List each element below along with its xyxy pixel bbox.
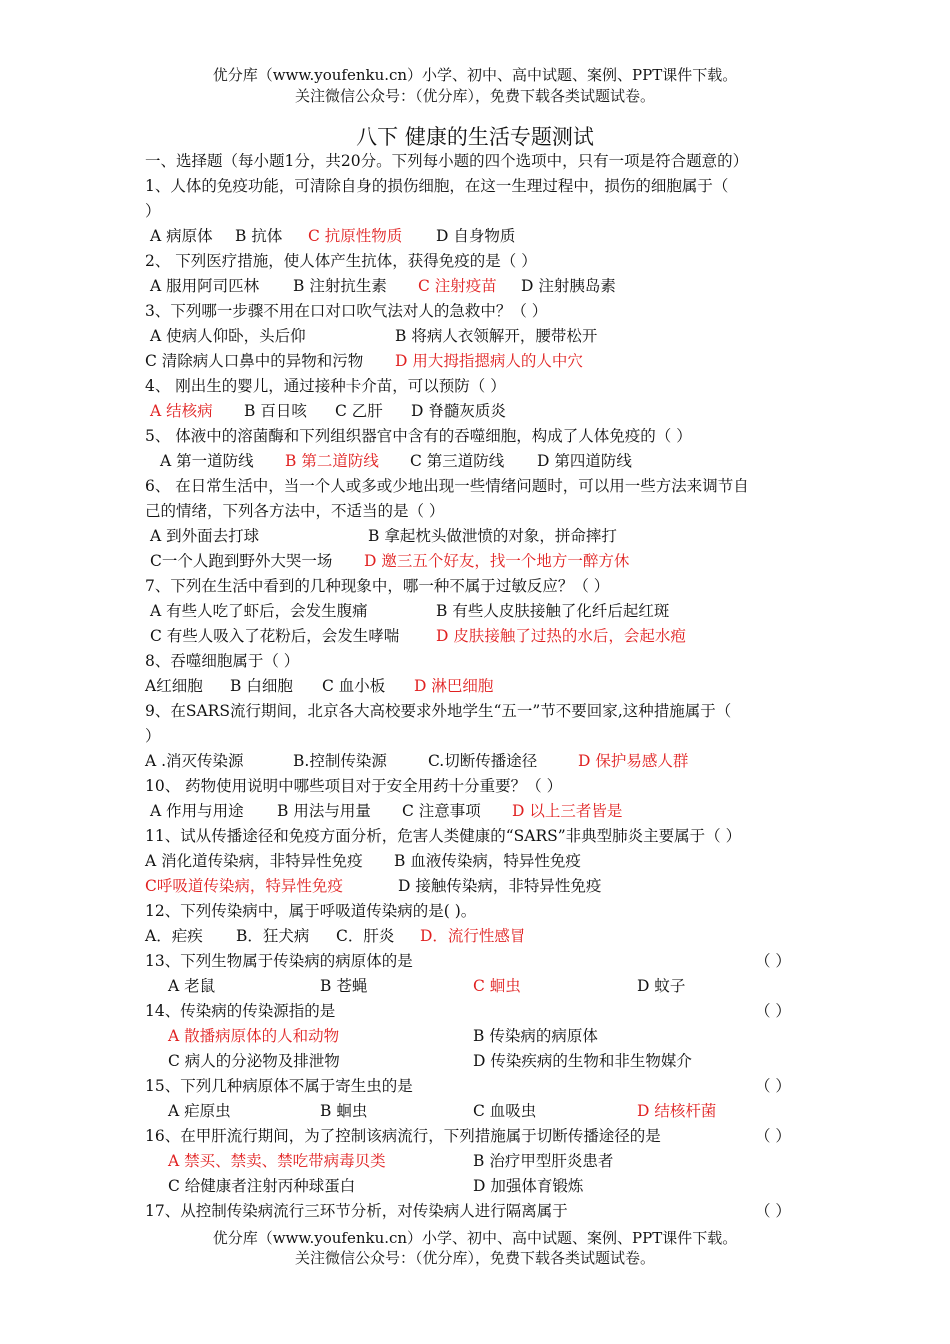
section-heading: 一、选择题（每小题1分，共20分。下列每小题的四个选项中，只有一项是符合题意的） xyxy=(145,152,749,170)
q16-option-c: C 给健康者注射丙种球蛋白 xyxy=(168,1177,356,1195)
q15-option-b: B 蛔虫 xyxy=(320,1102,368,1120)
question-12-stem: 12、下列传染病中，属于呼吸道传染病的是( )。 xyxy=(145,902,477,920)
q9-option-b: B.控制传染源 xyxy=(293,752,387,770)
q13-answer-paren: （ ） xyxy=(755,952,791,970)
q3-option-a: A 使病人仰卧，头后仰 xyxy=(150,327,306,345)
q12-option-d-answer: D．流行性感冒 xyxy=(420,927,526,945)
q3-option-d-answer: D 用大拇指摁病人的人中穴 xyxy=(395,352,583,370)
q11-option-c-answer: C呼吸道传染病，特异性免疫 xyxy=(145,877,343,895)
q6-option-b: B 拿起枕头做泄愤的对象，拼命摔打 xyxy=(368,527,617,545)
q10-option-c: C 注意事项 xyxy=(402,802,481,820)
q4-option-b: B 百日咳 xyxy=(244,402,307,420)
footer-line-1: 优分库（www.youfenku.cn）小学、初中、高中试题、案例、PPT课件下载。 xyxy=(212,1229,738,1247)
q14-answer-paren: （ ） xyxy=(755,1002,791,1020)
q14-option-a-answer: A 散播病原体的人和动物 xyxy=(168,1027,340,1045)
header-line-1: 优分库（www.youfenku.cn）小学、初中、高中试题、案例、PPT课件下载。 xyxy=(212,66,738,84)
q5-option-d: D 第四道防线 xyxy=(537,452,632,470)
question-17-stem: 17、从控制传染病流行三环节分析，对传染病人进行隔离属于 xyxy=(145,1202,568,1220)
q16-option-a-answer: A 禁买、禁卖、禁吃带病毒贝类 xyxy=(168,1152,386,1170)
q12-option-c: C．肝炎 xyxy=(336,927,395,945)
q4-option-a-answer: A 结核病 xyxy=(150,402,213,420)
question-1-stem-cont: ） xyxy=(145,202,161,220)
q10-option-b: B 用法与用量 xyxy=(277,802,371,820)
q2-option-d: D 注射胰岛素 xyxy=(521,277,616,295)
q12-option-a: A．疟疾 xyxy=(145,927,203,945)
question-5-stem: 5、 体液中的溶菌酶和下列组织器官中含有的吞噬细胞，构成了人体免疫的（ ） xyxy=(145,427,692,445)
q9-option-a: A .消灭传染源 xyxy=(145,752,244,770)
q7-option-d-answer: D 皮肤接触了过热的水后，会起水疱 xyxy=(436,627,686,645)
question-15-stem: 15、下列几种病原体不属于寄生虫的是 xyxy=(145,1077,413,1095)
q4-option-c: C 乙肝 xyxy=(335,402,383,420)
q13-option-d: D 蚊子 xyxy=(637,977,686,995)
q11-option-d: D 接触传染病，非特异性免疫 xyxy=(398,877,602,895)
question-16-stem: 16、在甲肝流行期间，为了控制该病流行，下列措施属于切断传播途径的是 xyxy=(145,1127,661,1145)
question-14-stem: 14、传染病的传染源指的是 xyxy=(145,1002,336,1020)
question-10-stem: 10、 药物使用说明中哪些项目对于安全用药十分重要？（ ） xyxy=(145,777,563,795)
q14-option-b: B 传染病的病原体 xyxy=(473,1027,598,1045)
q11-option-b: B 血液传染病，特异性免疫 xyxy=(394,852,581,870)
q3-option-b: B 将病人衣领解开，腰带松开 xyxy=(395,327,598,345)
q5-option-b-answer: B 第二道防线 xyxy=(285,452,379,470)
q1-option-c-answer: C 抗原性物质 xyxy=(308,227,403,245)
q8-option-d-answer: D 淋巴细胞 xyxy=(414,677,494,695)
question-6-stem: 6、 在日常生活中，当一个人或多或少地出现一些情绪问题时，可以用一些方法来调节自 xyxy=(145,477,749,495)
q5-option-a: A 第一道防线 xyxy=(160,452,254,470)
q6-option-d-answer: D 邀三五个好友，找一个地方一醉方休 xyxy=(364,552,630,570)
q8-option-a: A红细胞 xyxy=(145,677,203,695)
q6-option-c: C一个人跑到野外大哭一场 xyxy=(150,552,333,570)
q14-option-d: D 传染疾病的生物和非生物媒介 xyxy=(473,1052,692,1070)
q2-option-a: A 服用阿司匹林 xyxy=(150,277,260,295)
question-4-stem: 4、 刚出生的婴儿，通过接种卡介苗，可以预防（ ） xyxy=(145,377,506,395)
question-2-stem: 2、 下列医疗措施，使人体产生抗体，获得免疫的是（ ） xyxy=(145,252,537,270)
q15-option-c: C 血吸虫 xyxy=(473,1102,537,1120)
q1-option-a: A 病原体 xyxy=(150,227,213,245)
q16-option-b: B 治疗甲型肝炎患者 xyxy=(473,1152,614,1170)
q7-option-c: C 有些人吸入了花粉后，会发生哮喘 xyxy=(150,627,400,645)
q13-option-b: B 苍蝇 xyxy=(320,977,368,995)
q8-option-c: C 血小板 xyxy=(322,677,386,695)
q10-option-a: A 作用与用途 xyxy=(150,802,244,820)
q5-option-c: C 第三道防线 xyxy=(410,452,505,470)
question-13-stem: 13、下列生物属于传染病的病原体的是 xyxy=(145,952,413,970)
q2-option-c-answer: C 注射疫苗 xyxy=(418,277,497,295)
q15-option-a: A 疟原虫 xyxy=(168,1102,231,1120)
footer-line-2: 关注微信公众号：（优分库），免费下载各类试题试卷。 xyxy=(294,1249,655,1267)
q3-option-c: C 清除病人口鼻中的异物和污物 xyxy=(145,352,364,370)
q17-answer-paren: （ ） xyxy=(755,1202,791,1220)
header-line-2: 关注微信公众号：（优分库），免费下载各类试题试卷。 xyxy=(294,87,655,105)
q6-option-a: A 到外面去打球 xyxy=(150,527,260,545)
question-7-stem: 7、下列在生活中看到的几种现象中，哪一种不属于过敏反应？（ ） xyxy=(145,577,610,595)
page-title: 八下 健康的生活专题测试 xyxy=(356,125,594,149)
question-1-stem: 1、人体的免疫功能，可清除自身的损伤细胞，在这一生理过程中，损伤的细胞属于（ xyxy=(145,177,729,195)
question-3-stem: 3、下列哪一步骤不用在口对口吹气法对人的急救中？（ ） xyxy=(145,302,548,320)
q2-option-b: B 注射抗生素 xyxy=(293,277,387,295)
q15-answer-paren: （ ） xyxy=(755,1077,791,1095)
q11-option-a: A 消化道传染病，非特异性免疫 xyxy=(145,852,363,870)
question-6-stem-cont: 己的情绪，下列各方法中，不适当的是（ ） xyxy=(145,502,445,520)
q15-option-d-answer: D 结核杆菌 xyxy=(637,1102,717,1120)
q13-option-c-answer: C 蛔虫 xyxy=(473,977,521,995)
q12-option-b: B．狂犬病 xyxy=(236,927,310,945)
q4-option-d: D 脊髓灰质炎 xyxy=(411,402,506,420)
q16-option-d: D 加强体育锻炼 xyxy=(473,1177,584,1195)
question-9-stem: 9、在SARS流行期间，北京各大高校要求外地学生“五一”节不要回家,这种措施属于（ xyxy=(145,702,732,720)
q7-option-a: A 有些人吃了虾后，会发生腹痛 xyxy=(150,602,368,620)
q9-option-c: C.切断传播途径 xyxy=(428,752,538,770)
question-11-stem: 11、试从传播途径和免疫方面分析，危害人类健康的“SARS”非典型肺炎主要属于（ ） xyxy=(145,827,742,845)
question-9-stem-cont: ） xyxy=(145,727,161,745)
q1-option-d: D 自身物质 xyxy=(436,227,516,245)
q16-answer-paren: （ ） xyxy=(755,1127,791,1145)
q10-option-d-answer: D 以上三者皆是 xyxy=(512,802,623,820)
q8-option-b: B 白细胞 xyxy=(230,677,293,695)
q13-option-a: A 老鼠 xyxy=(168,977,216,995)
q7-option-b: B 有些人皮肤接触了化纤后起红斑 xyxy=(436,602,670,620)
q1-option-b: B 抗体 xyxy=(235,227,283,245)
question-8-stem: 8、吞噬细胞属于（ ） xyxy=(145,652,300,670)
q14-option-c: C 病人的分泌物及排泄物 xyxy=(168,1052,340,1070)
q9-option-d-answer: D 保护易感人群 xyxy=(578,752,689,770)
